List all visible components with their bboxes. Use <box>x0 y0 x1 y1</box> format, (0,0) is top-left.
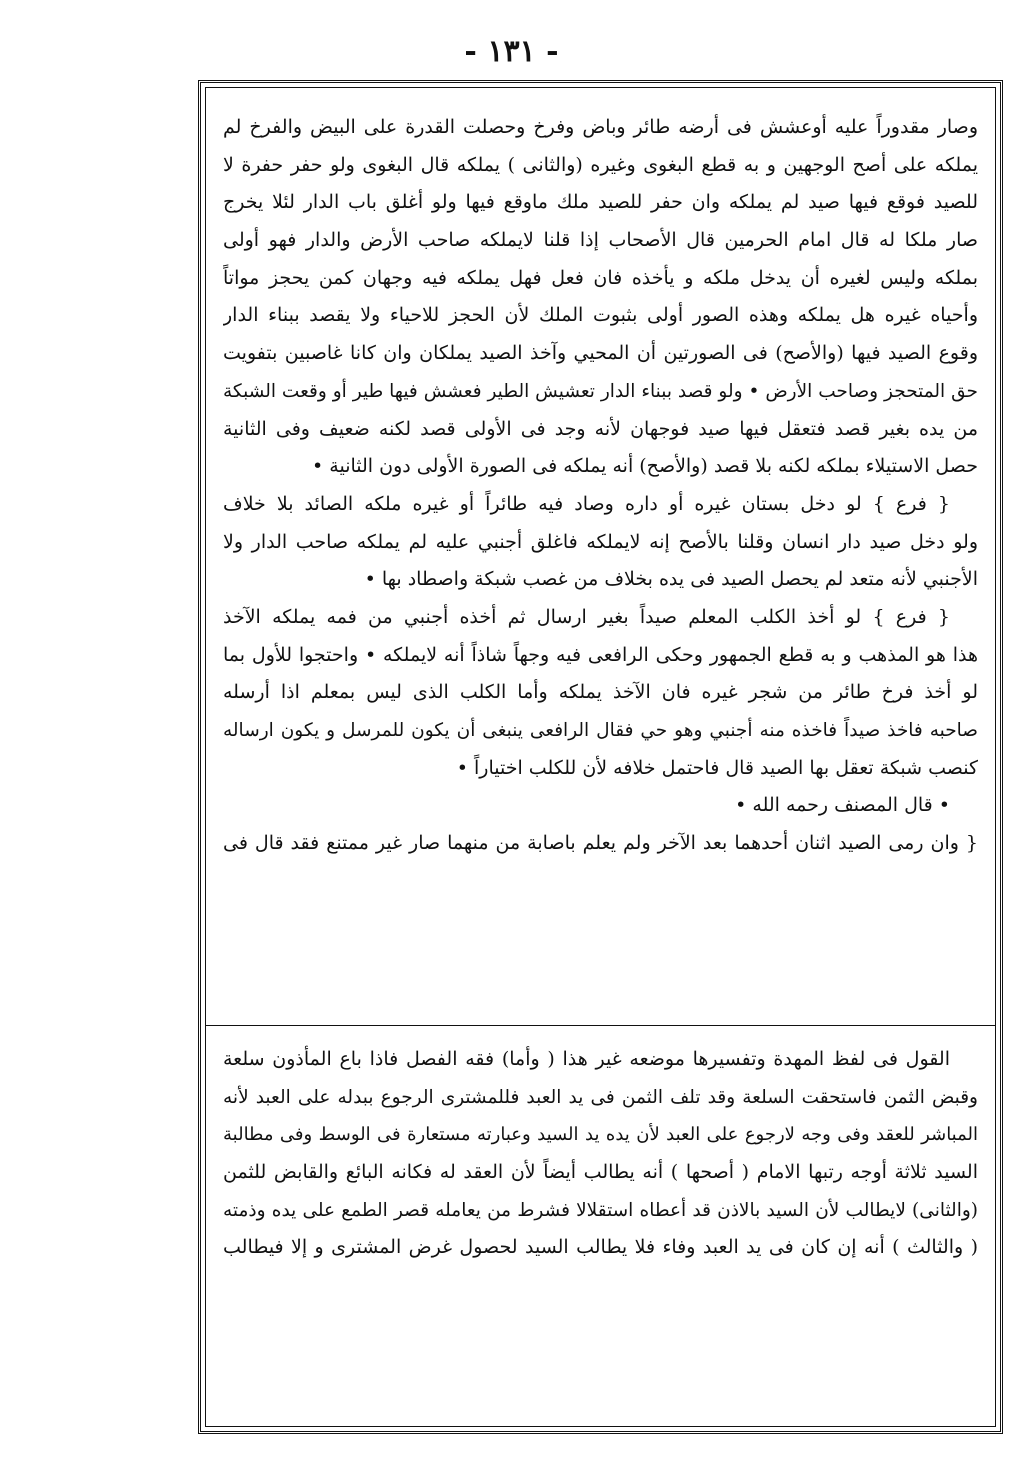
commentary-line: المباشر للعقد وفى وجه لارجوع على العبد لأن يده يد السيد وعبارته مستعارة فى الوسط وفى مطالبة <box>223 1124 978 1146</box>
main-text-line: كنصب شبكة تعقل بها الصيد قال فاحتمل خلافه لأن للكلب اختياراً • <box>456 756 978 779</box>
main-text <box>223 109 978 863</box>
section-heading: • قال المصنف رحمه الله • <box>735 794 950 817</box>
commentary-line: وقبض الثمن فاستحقت السلعة وقد تلف الثمن فى يد العبد فللمشترى الرجوع ببدله على العبد لأنه <box>223 1086 978 1108</box>
main-text-line: { فرع } لو دخل بستان غيره أو داره وصاد فيه طائراً أو غيره ملكه الصائد بلا خلاف <box>223 492 950 515</box>
commentary-line: ( والثالث ) أنه إن كان فى يد العبد وفاء فلا يطالب السيد لحصول غرض المشترى و إلا فيطالب <box>223 1236 978 1259</box>
page-number: - ١٣١ - <box>464 34 559 69</box>
main-text-line: لو أخذ فرخ طائر من شجر غيره فان الآخذ يملكه وأما الكلب الذى ليس بمعلم اذا أرسله <box>223 681 978 704</box>
main-text-line: صار ملكا له قال امام الحرمين قال الأصحاب إذا قلنا لايملكه صاحب الأرض والدار فهو أولى <box>223 229 978 252</box>
main-text-line: صاحبه فاخذ صيداً فاخذه منه أجنبي وهو حي فقال الرافعى ينبغى أن يكون للمرسل و يكون ارساله <box>223 720 978 741</box>
main-text-line: يملكه على أصح الوجهين و به قطع البغوى وغيره (والثانى ) يملكه قال البغوى ولو حفر حفرة لا <box>223 153 978 176</box>
commentary-line: القول فى لفظ المهدة وتفسيرها موضعه غير هذا ( وأما) فقه الفصل فاذا باع المأذون سلعة <box>223 1048 950 1070</box>
main-text-line: وأحياه غيره هل يملكه وهذه الصور أولى بثبوت الملك لأن الحجز للاحياء ولا يقصد ببناء الدار <box>223 304 978 327</box>
main-text-line: حق المتحجز وصاحب الأرض • ولو قصد ببناء الدار تعشيش الطير فعشش فيها طير أو وقعت الشبكة <box>223 380 978 402</box>
commentary-line: السيد ثلاثة أوجه رتبها الامام ( أصحها ) أنه يطالب أيضاً لأن العقد له فكانه البائع والقابض للثمن <box>223 1161 978 1184</box>
main-text-line: حصل الاستيلاء بملكه لكنه بلا قصد (والأصح) أنه يملكه فى الصورة الأولى دون الثانية • <box>312 455 978 478</box>
main-text-line: من يده بغير قصد فتعقل فيها صيد فوجهان لأنه وجد فى الأولى قصد لكنه ضعيف وفى الثانية <box>223 417 978 440</box>
main-text-line: هذا هو المذهب و به قطع الجمهور وحكى الرافعى فيه وجهاً شاذاً أنه لايملكه • واحتجوا للأول بما <box>223 643 978 666</box>
main-text-line: وقوع الصيد فيها (والأصح) فى الصورتين أن المحيي وآخذ الصيد يملكان وان كانا غاصبين بتفويت <box>223 342 978 365</box>
main-text-line: { فرع } لو أخذ الكلب المعلم صيداً بغير ارسال ثم أخذه أجنبي من فمه يملكه الآخذ <box>223 605 950 628</box>
main-text-line: { وان رمى الصيد اثنان أحدهما بعد الآخر ولم يعلم باصابة من منهما صار غير ممتنع فقد قال فى <box>223 832 978 855</box>
main-text-line: للصيد فوقع فيها صيد لم يملكه وان حفر للصيد ملك ماوقع فيها ولو أغلق باب الدار لئلا يخرج <box>223 191 978 214</box>
page-frame <box>198 80 1003 1434</box>
main-text-line: الأجنبي لأنه متعد لم يحصل الصيد فى يده بخلاف من غصب شبكة واصطاد بها • <box>364 568 978 591</box>
main-text-line: ولو دخل صيد دار انسان وقلنا بالأصح إنه لايملكه فاغلق أجنبي عليه لم يملكه صاحب الدار ولا <box>223 530 978 553</box>
main-text-line: وصار مقدوراً عليه أوعشش فى أرضه طائر وباض وفرخ وحصلت القدرة على البيض والفرخ لم <box>223 116 978 138</box>
commentary-line: (والثانى) لايطالب لأن السيد بالاذن قد أعطاه استقلالا فشرط من يعامله قصر الطمع على يده وذمته <box>223 1199 978 1221</box>
commentary-text <box>223 1041 978 1267</box>
main-text-line: بملكه وليس لغيره أن يدخل ملكه و يأخذه فان فعل فهل يملكه فيه وجهان كمن يحجز مواتاً <box>223 266 978 289</box>
section-divider <box>205 1025 996 1026</box>
